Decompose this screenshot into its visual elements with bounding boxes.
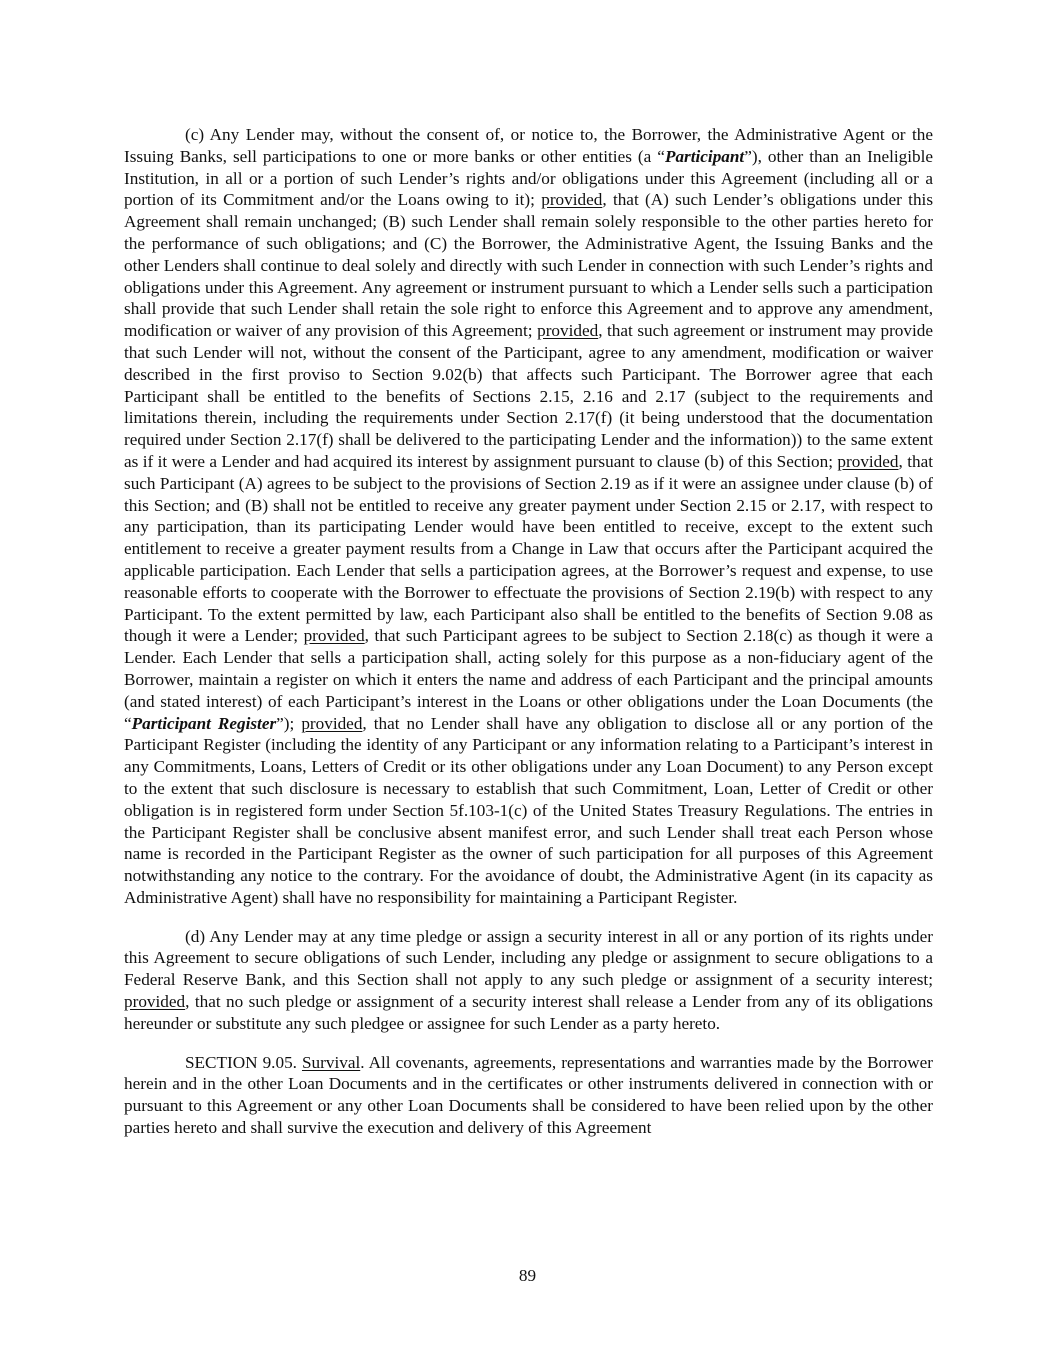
paragraph-c-text-2: ”), other than an Ineligible Institution, in all or a portion of such Lender’s rights and/or obligations under this Agreement (including all or a portion of its Commitment and/or the Loans owing to it); bbox=[124, 146, 933, 210]
paragraph-c-text-4: , that such agreement or instrument may provide that such Lender will not, without the consent of the Participant, agree to any amendment, modification or waiver described in the first proviso to Section 9.02(b) that affects such Participant. The Borrower agree that each Participant shall be entitled to the benefits of Sections 2.15, 2.16 and 2.17 (subject to the requirements and limitations therein, including the requirements under Section 2.17(f) (it being understood that the documentation required under Section 2.17(f) shall be delivered to the participating Lender and the information)) to the same extent as if it were a Lender and had acquired its interest by assignment pursuant to clause (b) of this Section; bbox=[124, 321, 933, 471]
paragraph-c-text-1: (c) Any Lender may, without the consent of, or notice to, the Borrower, the Administrative Agent or the Issuing Banks, sell participations to one or more banks or other entities (a “ bbox=[124, 125, 933, 166]
proviso-underline: provided bbox=[303, 626, 365, 646]
page-body bbox=[124, 124, 933, 1157]
proviso-underline: provided bbox=[301, 713, 363, 733]
proviso-underline: provided bbox=[837, 451, 899, 471]
section-9-05-text: . All covenants, agreements, representations and warranties made by the Borrower herein and in the other Loan Documents and in the certificates or other instruments delivered in connection with or pursuant to this Agreement or any other Loan Documents shall be considered to have been relied upon by the other parties hereto and shall survive the execution and delivery of this Agreement bbox=[124, 1052, 933, 1138]
defined-term-participant-register: Participant Register bbox=[131, 713, 277, 733]
paragraph-d-text-2: , that no such pledge or assignment of a security interest shall release a Lender from any of its obligations hereunder or substitute any such pledgee or assignee for such Lender as a party hereto. bbox=[124, 992, 933, 1033]
proviso-underline: provided bbox=[541, 190, 603, 210]
paragraph-c-text-7: ”); bbox=[276, 713, 302, 733]
defined-term-participant: Participant bbox=[664, 146, 745, 166]
paragraph-c-text-5: , that such Participant (A) agrees to be subject to the provisions of Section 2.19 as if it were an assignee under clause (b) of this Section; and (B) shall not be entitled to receive any greater payment under Section 2.15 or 2.17, with respect to any participation, than its participating Lender would have been entitled to receive, except to the extent such entitlement to receive a greater payment results from a Change in Law that occurs after the Participant acquired the applicable participation. Each Lender that sells a participation agrees, at the Borrower’s request and expense, to use reasonable efforts to cooperate with the Borrower to effectuate the provisions of Section 2.19(b) with respect to any Participant. To the extent permitted by law, each Participant also shall be entitled to the benefits of Section 9.08 as though it were a Lender; bbox=[124, 451, 933, 646]
paragraph-c-text-3: , that (A) such Lender’s obligations under this Agreement shall remain unchanged; (B) such Lender shall remain solely responsible to the other parties hereto for the performance of such obligations; and (C) the Borrower, the Administrative Agent, the Issuing Banks and the other Lenders shall continue to deal solely and directly with such Lender in connection with such Lender’s rights and obligations under this Agreement. Any agreement or instrument pursuant to which a Lender sells such a participation shall provide that such Lender shall retain the sole right to enforce this Agreement and to approve any amendment, modification or waiver of any provision of this Agreement; bbox=[124, 190, 934, 341]
section-heading-survival: Survival bbox=[301, 1052, 361, 1072]
paragraph-d bbox=[124, 926, 933, 1035]
paragraph-c bbox=[124, 124, 933, 909]
section-9-05 bbox=[124, 1052, 933, 1139]
proviso-underline: provided bbox=[124, 992, 186, 1012]
paragraph-c-text-8: , that no Lender shall have any obligation to disclose all or any portion of the Participant Register (including the identity of any Participant or any information relating to a Participant’s interest in any Commitments, Loans, Letters of Credit or its other obligations under any Loan Document) to any Person except to the extent that such disclosure is necessary to establish that such Commitment, Loan, Letter of Credit or other obligation is in registered form under Section 5f.103-1(c) of the United States Treasury Regulations. The entries in the Participant Register shall be conclusive absent manifest error, and such Lender shall treat each Person whose name is recorded in the Participant Register as the owner of such participation for all purposes of this Agreement notwithstanding any notice to the contrary. For the avoidance of doubt, the Administrative Agent (in its capacity as Administrative Agent) shall have no responsibility for maintaining a Participant Register. bbox=[124, 713, 933, 907]
paragraph-c-text-6: , that such Participant agrees to be subject to Section 2.18(c) as though it were a Lender. Each Lender that sells a participation shall, acting solely for this purpose as a non-fiduciary agent of the Borrower, maintain a register on which it enters the name and address of each Participant and the principal amounts (and stated interest) of each Participant’s interest in the Loans or other obligations under the Loan Documents (the “ bbox=[124, 626, 933, 733]
proviso-underline: provided bbox=[537, 321, 599, 341]
paragraph-d-text-1: (d) Any Lender may at any time pledge or assign a security interest in all or any portion of its rights under this Agreement to secure obligations of such Lender, including any pledge or assignment to secure obligations to a Federal Reserve Bank, and this Section shall not apply to any such pledge or assignment of a security interest; bbox=[124, 926, 933, 990]
section-number: SECTION 9.05. bbox=[185, 1052, 302, 1072]
page-number: 89 bbox=[518, 1266, 537, 1285]
